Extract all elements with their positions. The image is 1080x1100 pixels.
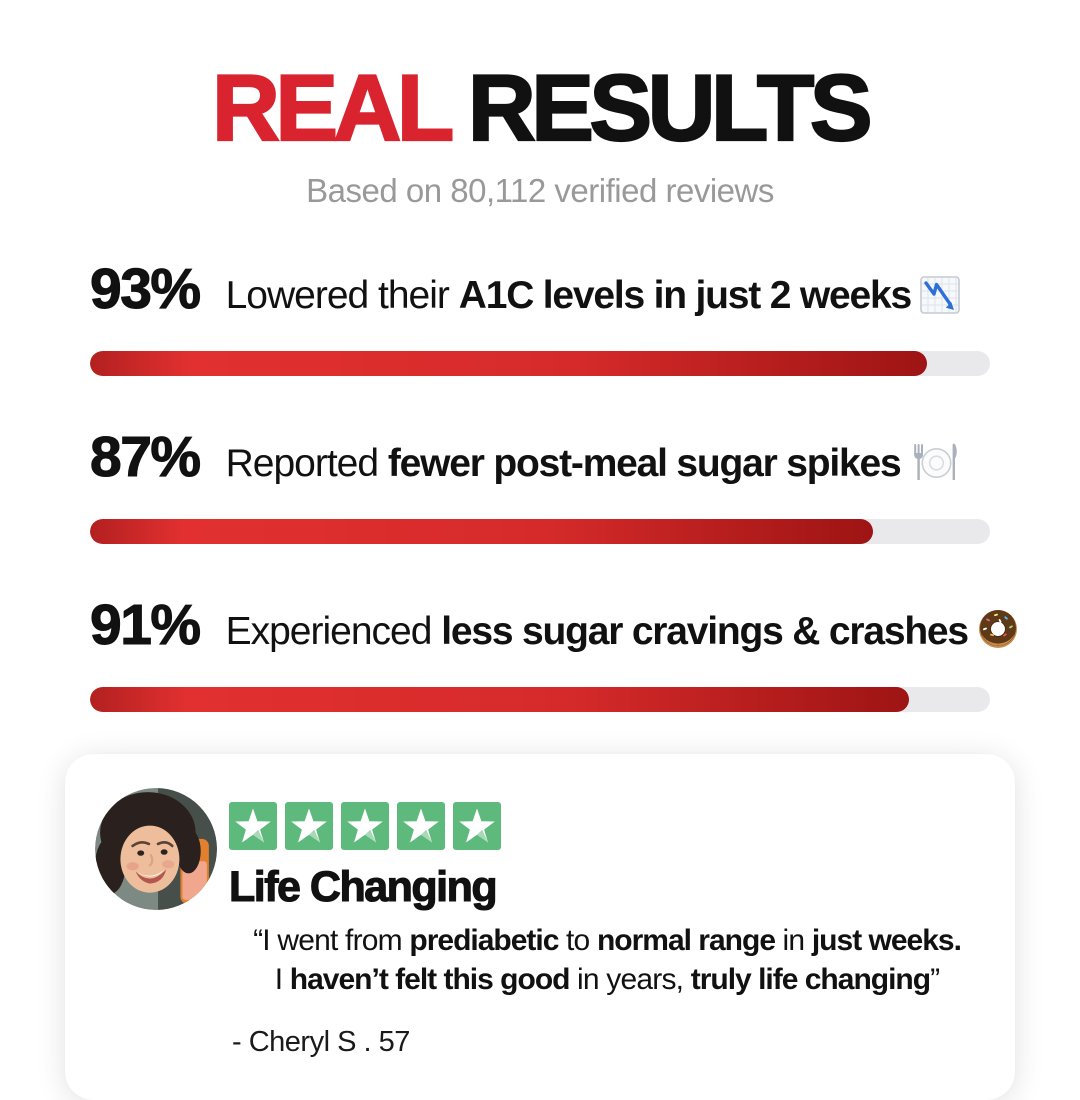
reviewer-avatar [95,788,217,910]
review-attribution: - Cheryl S . 57 [232,1025,410,1058]
quote-line [229,921,985,960]
quote-segment: “I went from [253,923,410,957]
stat-text [90,424,990,493]
review-content [229,788,985,1100]
trustpilot-star-icon [285,802,333,850]
quote-segment: prediabetic [409,923,559,957]
stat-desc-bold: less sugar cravings & crashes [441,609,968,653]
quote-segment: in [775,923,812,957]
stat-text [90,256,990,325]
stat-desc-bold: fewer post-meal sugar spikes [387,441,901,485]
trustpilot-star-icon [341,802,389,850]
review-card [65,754,1015,1100]
subtitle-review-count: Based on 80,112 verified reviews [306,171,774,209]
quote-segment: normal range [596,923,776,957]
trustpilot-star-icon [453,802,501,850]
quote-segment: in years, [569,962,691,996]
stat-description [226,274,961,325]
stat-row-cravings [90,592,990,712]
progress-bar-fill [90,519,873,544]
header [0,0,1080,210]
stat-desc-regular: Experienced [225,609,442,653]
progress-bar-fill [90,351,927,376]
trustpilot-star-icon [229,802,277,850]
chart-decreasing-icon [919,275,961,325]
stat-value: 91% [90,592,200,657]
page-title [0,55,1080,160]
star-rating [229,802,985,850]
stat-desc-regular: Lowered their [225,273,459,317]
review-title: Life Changing [229,862,497,911]
trustpilot-star-icon [397,802,445,850]
stat-row-a1c [90,256,990,376]
quote-line [229,960,985,999]
stat-desc-bold: A1C levels in just 2 weeks [458,273,911,317]
stat-text [90,592,990,661]
progress-bar [90,519,990,544]
quote-segment: truly life changing [690,962,931,996]
progress-bar [90,351,990,376]
fork-knife-plate-icon [909,441,959,493]
page-title-results: RESULTS [467,55,869,160]
stat-value: 87% [90,424,200,489]
stat-desc-regular: Reported [225,441,388,485]
quote-segment: haven’t felt this good [289,962,570,996]
stats-section [90,256,990,712]
review-quote [229,921,985,999]
stat-row-sugar-spikes [90,424,990,544]
progress-bar [90,687,990,712]
stat-description [226,607,1020,661]
progress-bar-fill [90,687,909,712]
quote-segment: to [558,923,597,957]
quote-segment: just weeks. [811,923,961,957]
stat-description [226,441,959,493]
page-title-real: REAL [211,55,450,160]
quote-segment: I [274,962,290,996]
stat-value: 93% [90,256,200,321]
quote-segment: ” [930,962,940,996]
donut-icon [976,607,1020,661]
